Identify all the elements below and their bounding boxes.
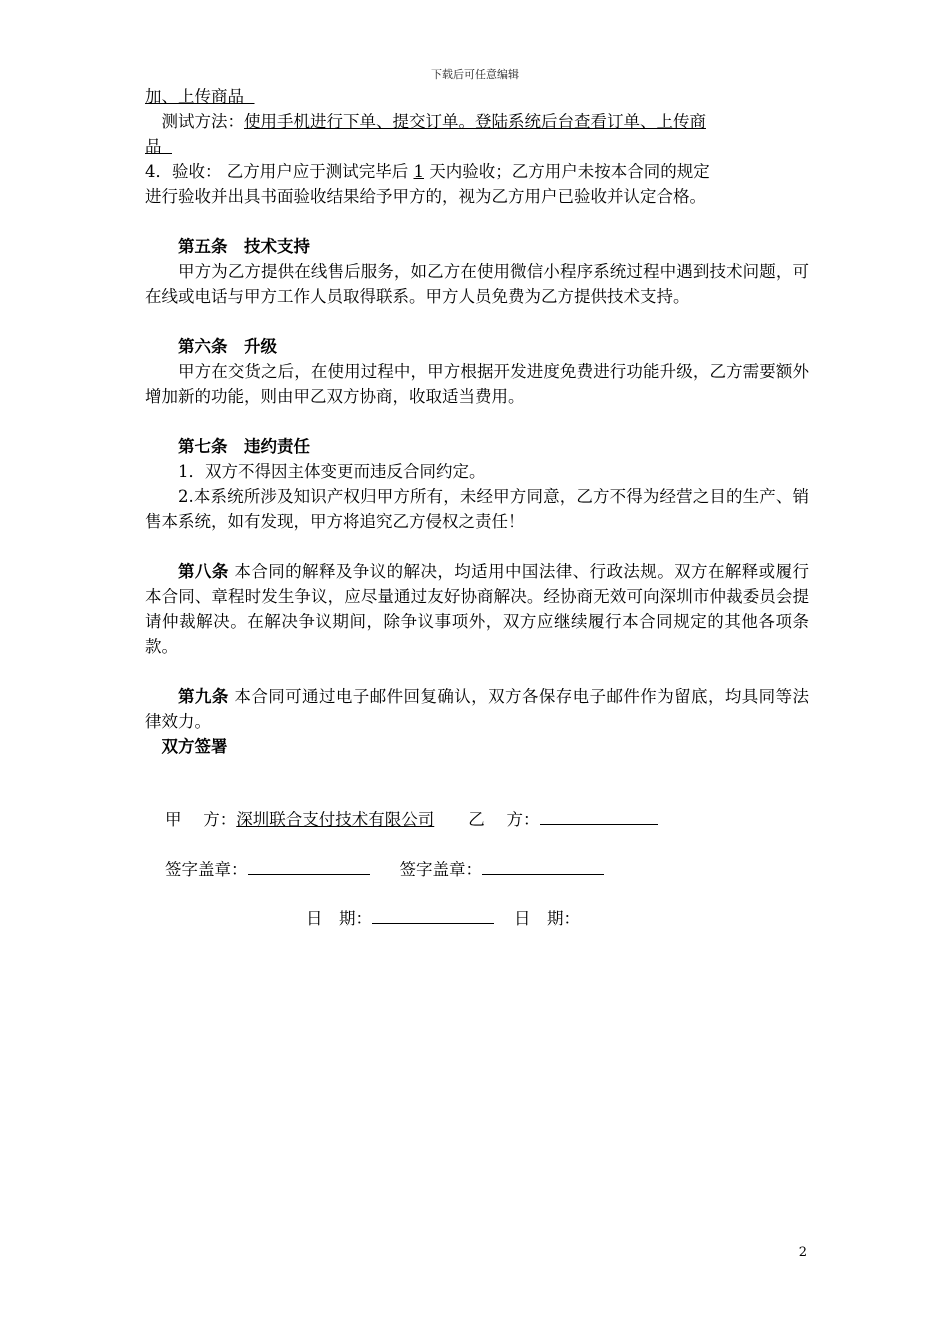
date-a-label: 日 期： xyxy=(306,909,372,928)
text-line xyxy=(145,134,809,159)
acceptance-clause-cont: 进行验收并出具书面验收结果给予甲方的，视为乙方用户已验收并认定合格。 xyxy=(145,187,706,206)
party-b-blank xyxy=(540,808,658,825)
article-9-title: 第九条 xyxy=(178,687,229,706)
test-method-label: 测试方法： xyxy=(161,112,244,131)
acceptance-text: 天内验收；乙方用户未按本合同的规定 xyxy=(424,162,710,181)
article-7-title: 第七条 违约责任 xyxy=(178,437,310,456)
seal-a-blank xyxy=(248,858,370,875)
acceptance-days: 1 xyxy=(413,162,424,181)
seal-b-blank xyxy=(482,858,604,875)
article-5-body: 甲方为乙方提供在线售后服务，如乙方在使用微信小程序系统过程中遇到技术问题，可在线或电话与甲方工作人员取得联系。甲方人员免费为乙方提供技术支持。 xyxy=(145,262,809,306)
article-8 xyxy=(145,559,809,659)
test-method-value-cont: 品 xyxy=(145,137,162,156)
party-a-label: 甲 方： xyxy=(165,810,237,829)
acceptance-text: 4．验收： 乙方用户应于测试完毕后 xyxy=(145,162,414,181)
article-9-body: 本合同可通过电子邮件回复确认，双方各保存电子邮件作为留底，均具同等法律效力。 xyxy=(145,687,810,731)
article-6-body: 甲方在交货之后，在使用过程中，甲方根据开发进度免费进行功能升级，乙方需要额外增加新的功能，则由甲乙双方协商，收取适当费用。 xyxy=(145,362,809,406)
page-number: 2 xyxy=(798,1245,807,1260)
underlined-text: 加、上传商品 xyxy=(145,87,244,106)
party-row xyxy=(165,806,658,830)
seal-row xyxy=(165,856,604,880)
acceptance-clause xyxy=(145,159,809,184)
article-7-item-1: 1．双方不得因主体变更而违反合同约定。 xyxy=(178,462,486,481)
article-5-title: 第五条 技术支持 xyxy=(178,237,310,256)
date-b-label: 日 期： xyxy=(514,909,580,928)
article-6-title: 第六条 升级 xyxy=(178,337,277,356)
test-method-value: 使用手机进行下单、提交订单。登陆系统后台查看订单、上传商 xyxy=(244,112,706,131)
article-8-body: 本合同的解释及争议的解决，均适用中国法律、行政法规。双方在解释或履行本合同、章程时发生争议，应尽量通过友好协商解决。经协商无效可向深圳市仲裁委员会提请仲裁解决。在解决争议期间，除争议事项外，双方应继续履行本合同规定的其他各项条款。 xyxy=(145,562,810,656)
signature-title: 双方签署 xyxy=(161,737,228,756)
party-a-name: 深圳联合支付技术有限公司 xyxy=(236,810,435,829)
contract-body xyxy=(145,84,809,759)
date-a-blank xyxy=(372,907,494,924)
article-7-item-2: 2.本系统所涉及知识产权归甲方所有，未经甲方同意，乙方不得为经营之目的生产、销售本系统，如有发现，甲方将追究乙方侵权之责任！ xyxy=(145,487,809,531)
seal-b-label: 签字盖章： xyxy=(399,860,482,879)
text-line xyxy=(145,84,809,109)
test-method-line xyxy=(145,109,809,134)
date-row xyxy=(306,905,580,929)
article-9 xyxy=(145,684,809,734)
page-header: 下载后可任意编辑 xyxy=(431,68,519,81)
seal-a-label: 签字盖章： xyxy=(165,860,248,879)
party-b-label: 乙 方： xyxy=(468,810,540,829)
article-8-title: 第八条 xyxy=(178,562,229,581)
